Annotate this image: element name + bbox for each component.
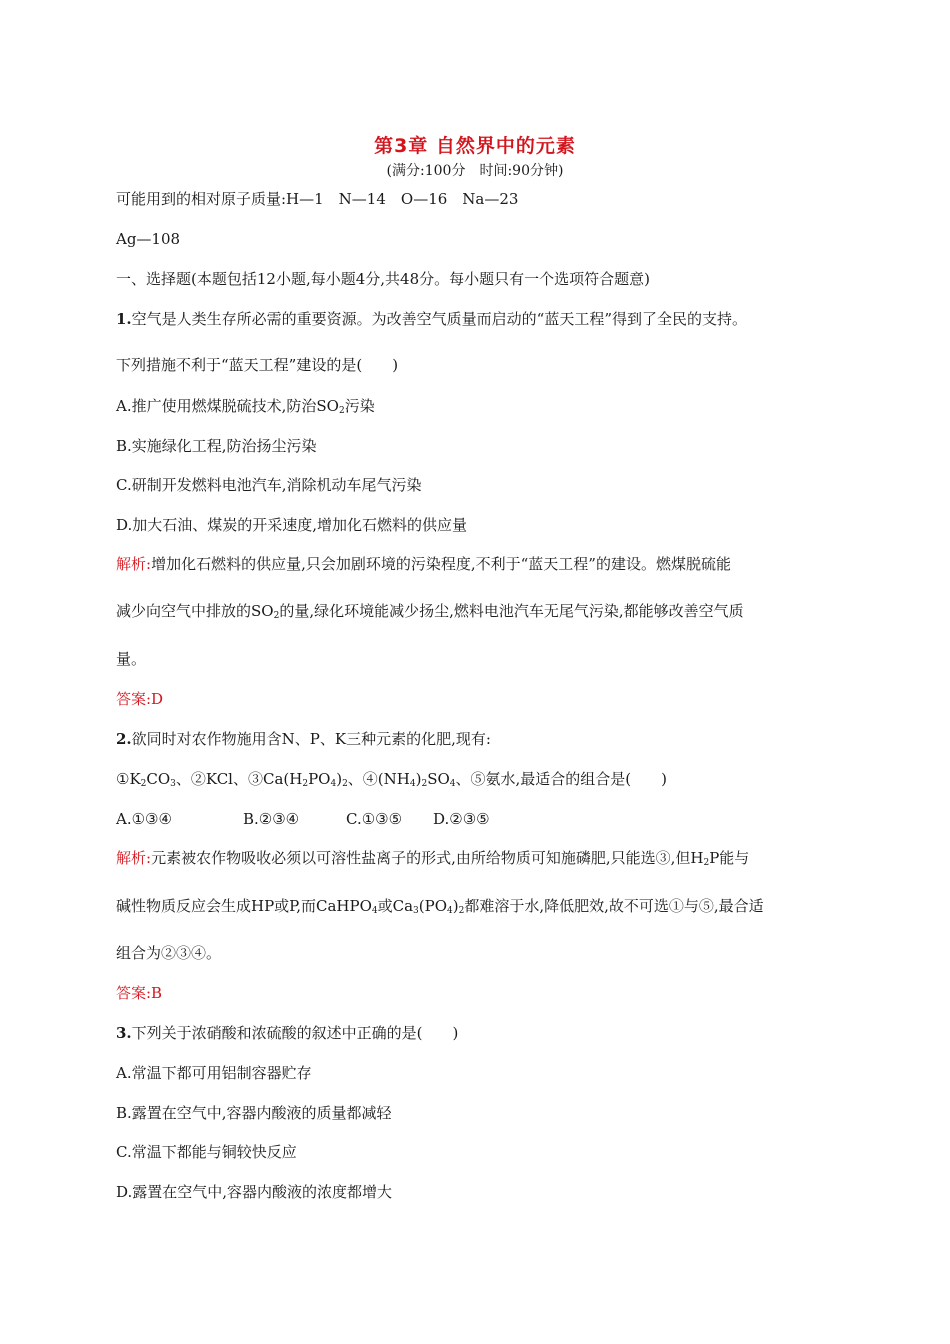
q2-analysis-line3: 组合为②③④。 <box>116 944 222 962</box>
q3-number: 3. <box>116 1024 132 1042</box>
q3-option-d: D.露置在空气中,容器内酸液的浓度都增大 <box>116 1183 393 1201</box>
q3-option-c: C.常温下都能与铜较快反应 <box>116 1143 297 1161</box>
q3-option-a: A.常温下都可用铝制容器贮存 <box>116 1064 312 1082</box>
q1-stem-line2: 下列措施不利于“蓝天工程”建设的是( ) <box>116 356 399 374</box>
page-subtitle: (满分:100分 时间:90分钟) <box>386 163 564 179</box>
q1-option-d: D.加大石油、煤炭的开采速度,增加化石燃料的供应量 <box>116 516 468 534</box>
q1-answer: 答案:D <box>116 690 164 708</box>
q2-option-d: D.②③⑤ <box>433 810 490 828</box>
q3-stem: 3.下列关于浓硝酸和浓硫酸的叙述中正确的是( ) <box>116 1024 459 1042</box>
q2-options-row <box>116 809 490 829</box>
q2-option-c: C.①③⑤ <box>346 810 403 828</box>
section-heading: 一、选择题(本题包括12小题,每小题4分,共48分。每小题只有一个选项符合题意) <box>116 270 650 288</box>
page-title: 第3章 自然界中的元素 <box>374 135 576 157</box>
q1-option-a: A.推广使用燃煤脱硫技术,防治$SO_2$污染 <box>116 397 375 416</box>
q1-analysis-line2: 减少向空气中排放的$SO_2$的量,绿化环境能减少扬尘,燃料电池汽车无尾气污染,都能够改善空气质 <box>116 602 744 621</box>
q2-stem-line1: 2.欲同时对农作物施用含N、P、K三种元素的化肥,现有: <box>116 730 491 748</box>
q2-analysis-line1: 解析:元素被农作物吸收必须以可溶性盐离子的形式,由所给物质可知施磷肥,只能选③,但$H_2P$能与 <box>116 849 750 868</box>
q1-analysis-line1: 解析:增加化石燃料的供应量,只会加剧环境的污染程度,不利于“蓝天工程”的建设。燃煤脱硫能 <box>116 555 731 573</box>
q2-answer: 答案:B <box>116 984 163 1002</box>
q2-stem-line2: $①K_2CO_3$、②KCl、$③Ca(H_2PO_4)_2$、$④(NH_4)_2SO_4$、⑤氨水,最适合的组合是( ) <box>116 770 667 789</box>
q1-analysis-line3: 量。 <box>116 650 147 668</box>
q1-stem-line1 <box>116 309 747 329</box>
q2-option-b: B.②③④ <box>243 810 300 828</box>
q1-number: 1. <box>116 310 132 328</box>
q2-number: 2. <box>116 730 132 748</box>
q1-stem-text: 空气是人类生存所必需的重要资源。为改善空气质量而启动的“蓝天工程”得到了全民的支持。 <box>131 310 748 328</box>
q1-option-c: C.研制开发燃料电池汽车,消除机动车尾气污染 <box>116 476 422 494</box>
q2-analysis-label: 解析: <box>116 849 152 867</box>
atomic-masses-line: 可能用到的相对原子质量:H—1 N—14 O—16 Na—23 <box>116 190 519 208</box>
q1-option-b: B.实施绿化工程,防治扬尘污染 <box>116 437 317 455</box>
q2-analysis-line2: 碱性物质反应会生成HP或P,而CaHPO$_4$或$Ca_3(PO_4)_2$都难溶于水,降低肥效,故不可选①与⑤,最合适 <box>116 897 764 916</box>
q1-analysis-label: 解析: <box>116 555 152 573</box>
q3-option-b: B.露置在空气中,容器内酸液的质量都减轻 <box>116 1104 392 1122</box>
atomic-masses-line-2: Ag—108 <box>116 230 181 248</box>
q2-option-a: A.①③④ <box>116 810 172 828</box>
